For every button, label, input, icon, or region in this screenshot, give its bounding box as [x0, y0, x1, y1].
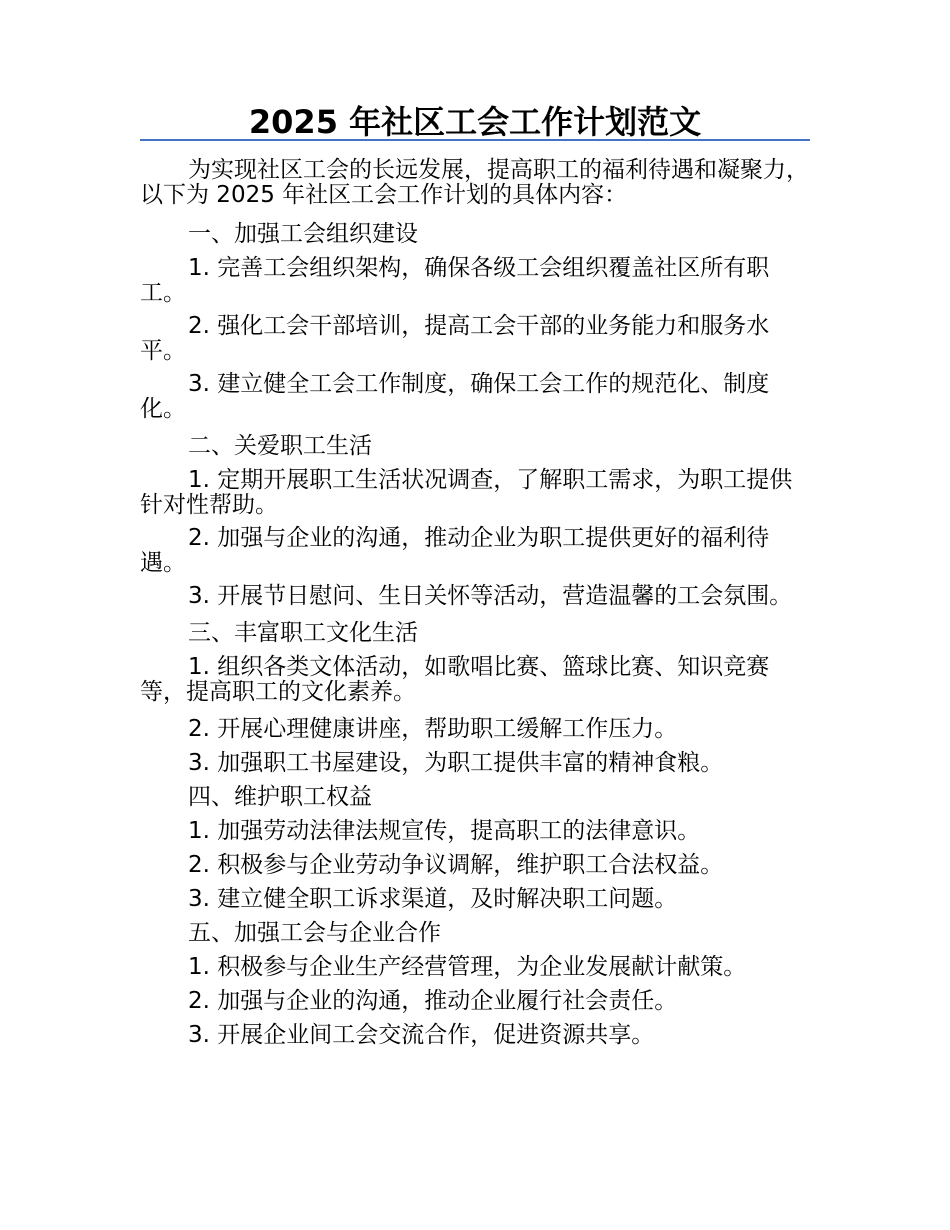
section-1-item-2: 2. 强化工会干部培训，提高工会干部的业务能力和服务水平。	[140, 313, 770, 364]
title-underline	[140, 139, 810, 141]
section-heading-1: 一、加强工会组织建设	[188, 221, 418, 247]
section-3-item-3: 3. 加强职工书屋建设，为职工提供丰富的精神食粮。	[188, 750, 724, 776]
section-5-item-3: 3. 开展企业间工会交流合作，促进资源共享。	[188, 1022, 655, 1048]
section-4-item-3: 3. 建立健全职工诉求渠道，及时解决职工问题。	[188, 886, 678, 912]
section-3-item-1: 1. 组织各类文体活动，如歌唱比赛、篮球比赛、知识竞赛等，提高职工的文化素养。	[140, 654, 770, 705]
section-2-item-2: 2. 加强与企业的沟通，推动企业为职工提供更好的福利待遇。	[140, 525, 770, 576]
section-5-item-2: 2. 加强与企业的沟通，推动企业履行社会责任。	[188, 988, 678, 1014]
section-1-item-1: 1. 完善工会组织架构，确保各级工会组织覆盖社区所有职工。	[140, 255, 770, 306]
section-heading-5: 五、加强工会与企业合作	[188, 920, 441, 946]
section-heading-4: 四、维护职工权益	[188, 784, 372, 810]
section-3-item-2: 2. 开展心理健康讲座，帮助职工缓解工作压力。	[188, 716, 678, 742]
section-heading-3: 三、丰富职工文化生活	[188, 620, 418, 646]
section-1-item-3: 3. 建立健全工会工作制度，确保工会工作的规范化、制度化。	[140, 371, 770, 422]
section-5-item-1: 1. 积极参与企业生产经营管理，为企业发展献计献策。	[188, 954, 747, 980]
section-4-item-2: 2. 积极参与企业劳动争议调解，维护职工合法权益。	[188, 852, 724, 878]
section-2-item-1: 1. 定期开展职工生活状况调查，了解职工需求，为职工提供针对性帮助。	[140, 467, 793, 518]
intro-paragraph: 为实现社区工会的长远发展，提高职工的福利待遇和凝聚力，以下为 2025 年社区工会工作计划的具体内容：	[140, 157, 809, 208]
section-heading-2: 二、关爱职工生活	[188, 433, 372, 459]
section-2-item-3: 3. 开展节日慰问、生日关怀等活动，营造温馨的工会氛围。	[188, 583, 793, 609]
section-4-item-1: 1. 加强劳动法律法规宣传，提高职工的法律意识。	[188, 818, 701, 844]
document-title: 2025 年社区工会工作计划范文	[248, 103, 702, 141]
document-body	[140, 150, 812, 1057]
